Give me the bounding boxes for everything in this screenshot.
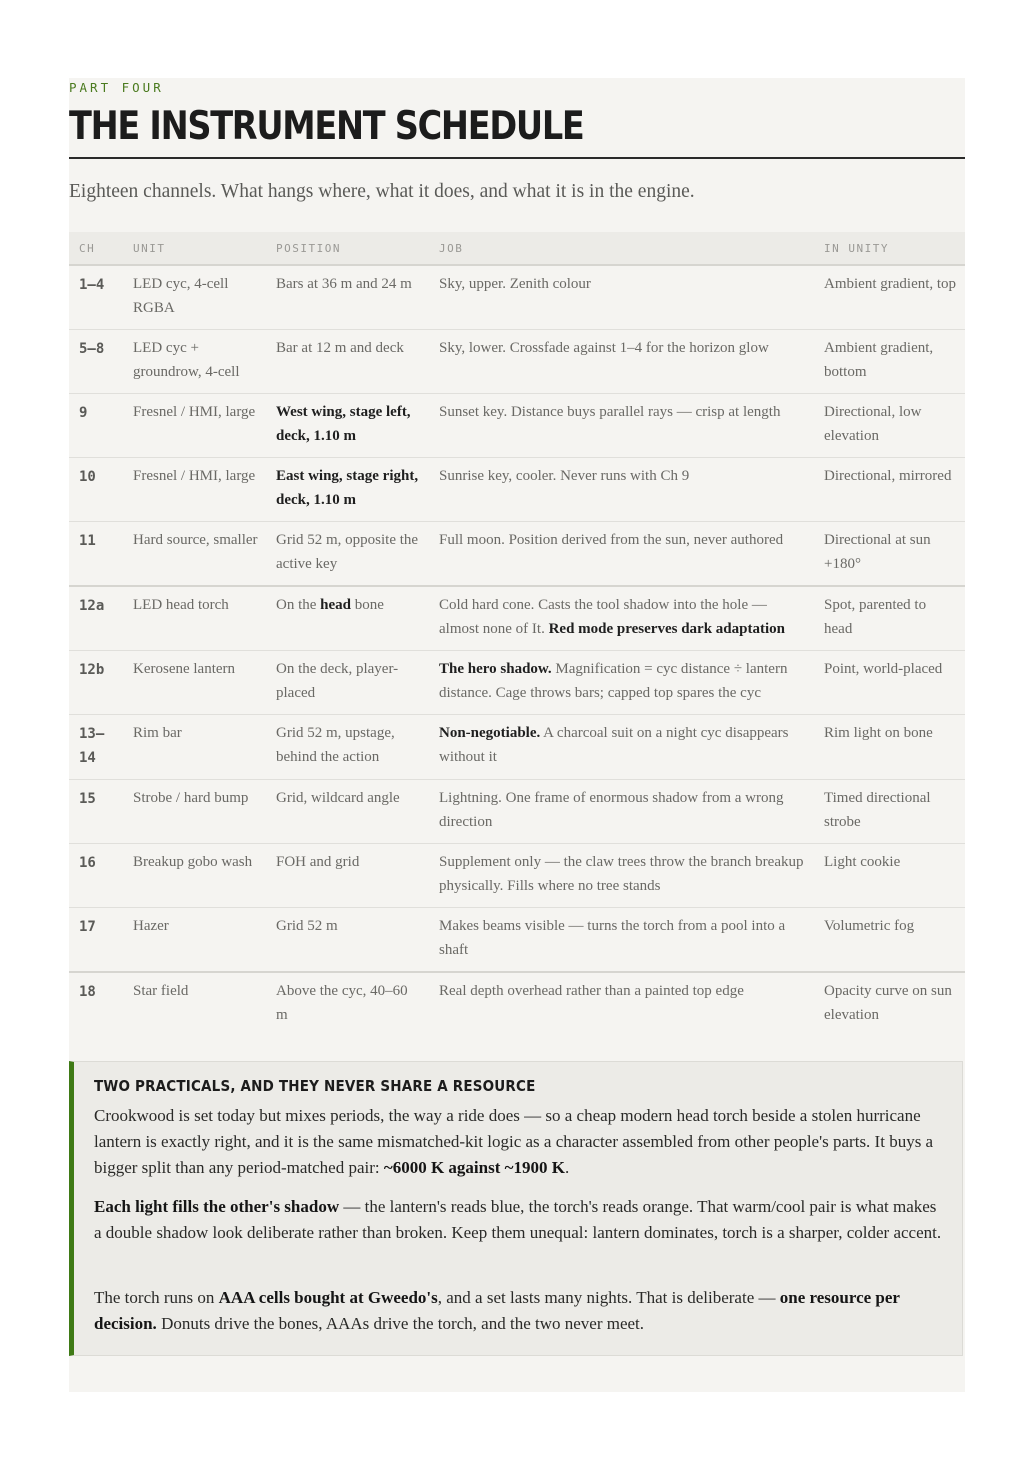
position-emphasis: head <box>320 597 352 613</box>
column-header-position: POSITION <box>266 232 429 265</box>
unit-cell: LED cyc, 4-cell RGBA <box>123 265 266 330</box>
callout-emphasis: Each light fills the other's shadow <box>94 1197 340 1216</box>
unity-cell: Volumetric fog <box>814 908 965 973</box>
job-cell: The hero shadow. Magnification = cyc distance ÷ lantern distance. Cage throws bars; capped top spares the cyc <box>429 651 814 715</box>
unity-cell: Timed directional strobe <box>814 780 965 844</box>
channel-cell: 11 <box>69 522 123 587</box>
table-row <box>69 394 965 458</box>
unit-cell: Kerosene lantern <box>123 651 266 715</box>
table-row <box>69 908 965 973</box>
channel-cell: 9 <box>69 394 123 458</box>
unit-cell: LED head torch <box>123 586 266 651</box>
unity-cell: Light cookie <box>814 844 965 908</box>
table-row <box>69 780 965 844</box>
callout-emphasis: AAA cells bought at Gweedo's <box>218 1288 438 1307</box>
job-cell: Full moon. Position derived from the sun, never authored <box>429 522 814 587</box>
unity-cell: Ambient gradient, top <box>814 265 965 330</box>
callout-paragraph-3: The torch runs on AAA cells bought at Gweedo's, and a set lasts many nights. That is deliberate — one resource per decision. Donuts drive the bones, AAAs drive the torch, and the two never meet. <box>94 1288 900 1333</box>
job-cell: Sunset key. Distance buys parallel rays — crisp at length <box>429 394 814 458</box>
channel-cell: 12a <box>69 586 123 651</box>
table-row <box>69 458 965 522</box>
position-cell: FOH and grid <box>266 844 429 908</box>
section-kicker: PART FOUR <box>69 80 164 95</box>
column-header-job: JOB <box>429 232 814 265</box>
channel-cell: 16 <box>69 844 123 908</box>
unity-cell: Point, world-placed <box>814 651 965 715</box>
job-cell: Sky, upper. Zenith colour <box>429 265 814 330</box>
channel-cell: 18 <box>79 984 96 1000</box>
table-row <box>69 522 965 587</box>
unity-cell: Rim light on bone <box>814 715 965 780</box>
callout-emphasis: one resource per decision. <box>94 1288 900 1333</box>
unit-cell: Star field <box>133 983 189 999</box>
position-cell <box>266 394 429 458</box>
document-page <box>69 78 965 1392</box>
channel-cell: 15 <box>69 780 123 844</box>
channel-cell: 1–4 <box>69 265 123 330</box>
lede-text: Eighteen channels. What hangs where, what it does, and what it is in the engine. <box>69 181 695 202</box>
table-row <box>69 265 965 330</box>
unity-cell: Directional, low elevation <box>814 394 965 458</box>
unity-cell: Ambient gradient, bottom <box>814 330 965 394</box>
channel-cell: 10 <box>69 458 123 522</box>
unit-cell: Hazer <box>123 908 266 973</box>
callout-box <box>69 1061 963 1356</box>
job-cell: Sky, lower. Crossfade against 1–4 for the horizon glow <box>429 330 814 394</box>
job-cell: Lightning. One frame of enormous shadow from a wrong direction <box>429 780 814 844</box>
table-row <box>69 586 965 651</box>
column-header-ch: CH <box>69 232 123 265</box>
job-emphasis: The hero shadow. <box>439 661 552 677</box>
unity-cell: Spot, parented to head <box>814 586 965 651</box>
unity-cell: Directional at sun +180° <box>814 522 965 587</box>
position-cell: Above the cyc, 40–60 m <box>276 983 408 1023</box>
position-cell: Grid 52 m, opposite the active key <box>266 522 429 587</box>
callout-paragraph-2: Each light fills the other's shadow — the lantern's reads blue, the torch's reads orange. That warm/cool pair is what makes a double shadow look deliberate rather than broken. Keep them unequal: lantern dominates, torch is a sharper, colder accent. <box>94 1197 942 1242</box>
unit-cell: Hard source, smaller <box>123 522 266 587</box>
position-cell: Grid 52 m <box>266 908 429 973</box>
column-header-unit: UNIT <box>123 232 266 265</box>
channel-cell: 13–14 <box>69 715 123 780</box>
job-cell: Cold hard cone. Casts the tool shadow into the hole — almost none of It. Red mode preserves dark adaptation <box>429 586 814 651</box>
table-header-row <box>69 232 965 265</box>
instrument-schedule-table <box>69 232 965 1036</box>
job-emphasis: Non-negotiable. <box>439 725 541 741</box>
channel-cell: 12b <box>69 651 123 715</box>
title-rule <box>69 157 965 159</box>
position-cell: Grid 52 m, upstage, behind the action <box>266 715 429 780</box>
unit-cell: Strobe / hard bump <box>123 780 266 844</box>
callout-heading: TWO PRACTICALS, AND THEY NEVER SHARE A RESOURCE <box>94 1077 536 1095</box>
position-emphasis: East wing, stage right, deck, 1.10 m <box>276 468 419 508</box>
table-row <box>69 330 965 394</box>
channel-cell: 17 <box>69 908 123 973</box>
position-emphasis: West wing, stage left, deck, 1.10 m <box>276 404 411 444</box>
job-cell: Sunrise key, cooler. Never runs with Ch 9 <box>429 458 814 522</box>
table-row <box>69 715 965 780</box>
unit-cell: Breakup gobo wash <box>123 844 266 908</box>
job-emphasis: Red mode preserves dark adaptation <box>548 620 785 637</box>
callout-paragraph-1: Crookwood is set today but mixes periods, the way a ride does — so a cheap modern head torch beside a stolen hurricane lantern is exactly right, and it is the same mismatched-kit logic as a character assembled from other people's parts. It buys a bigger split than any period-matched pair: ~6000 K against ~1900 K. <box>94 1106 934 1177</box>
unit-cell: Fresnel / HMI, large <box>123 458 266 522</box>
position-cell: Grid, wildcard angle <box>266 780 429 844</box>
unity-cell: Opacity curve on sun elevation <box>824 983 952 1023</box>
unit-cell: LED cyc + groundrow, 4-cell <box>123 330 266 394</box>
channel-cell: 5–8 <box>69 330 123 394</box>
table-row <box>69 651 965 715</box>
position-cell: On the head bone <box>266 586 429 651</box>
job-cell: Non-negotiable. A charcoal suit on a night cyc disappears without it <box>429 715 814 780</box>
unit-cell: Fresnel / HMI, large <box>123 394 266 458</box>
table-row <box>69 972 965 1036</box>
position-cell <box>266 458 429 522</box>
position-cell: Bar at 12 m and deck <box>266 330 429 394</box>
unit-cell: Rim bar <box>123 715 266 780</box>
job-cell: Makes beams visible — turns the torch from a pool into a shaft <box>429 908 814 973</box>
position-cell: Bars at 36 m and 24 m <box>266 265 429 330</box>
position-cell: On the deck, player-placed <box>266 651 429 715</box>
page-title: THE INSTRUMENT SCHEDULE <box>69 104 584 149</box>
table-row <box>69 844 965 908</box>
callout-emphasis: ~6000 K against ~1900 K <box>383 1158 565 1177</box>
job-cell: Real depth overhead rather than a painted top edge <box>439 983 744 999</box>
job-cell: Supplement only — the claw trees throw the branch breakup physically. Fills where no tree stands <box>429 844 814 908</box>
column-header-in-unity: IN UNITY <box>814 232 965 265</box>
unity-cell: Directional, mirrored <box>814 458 965 522</box>
